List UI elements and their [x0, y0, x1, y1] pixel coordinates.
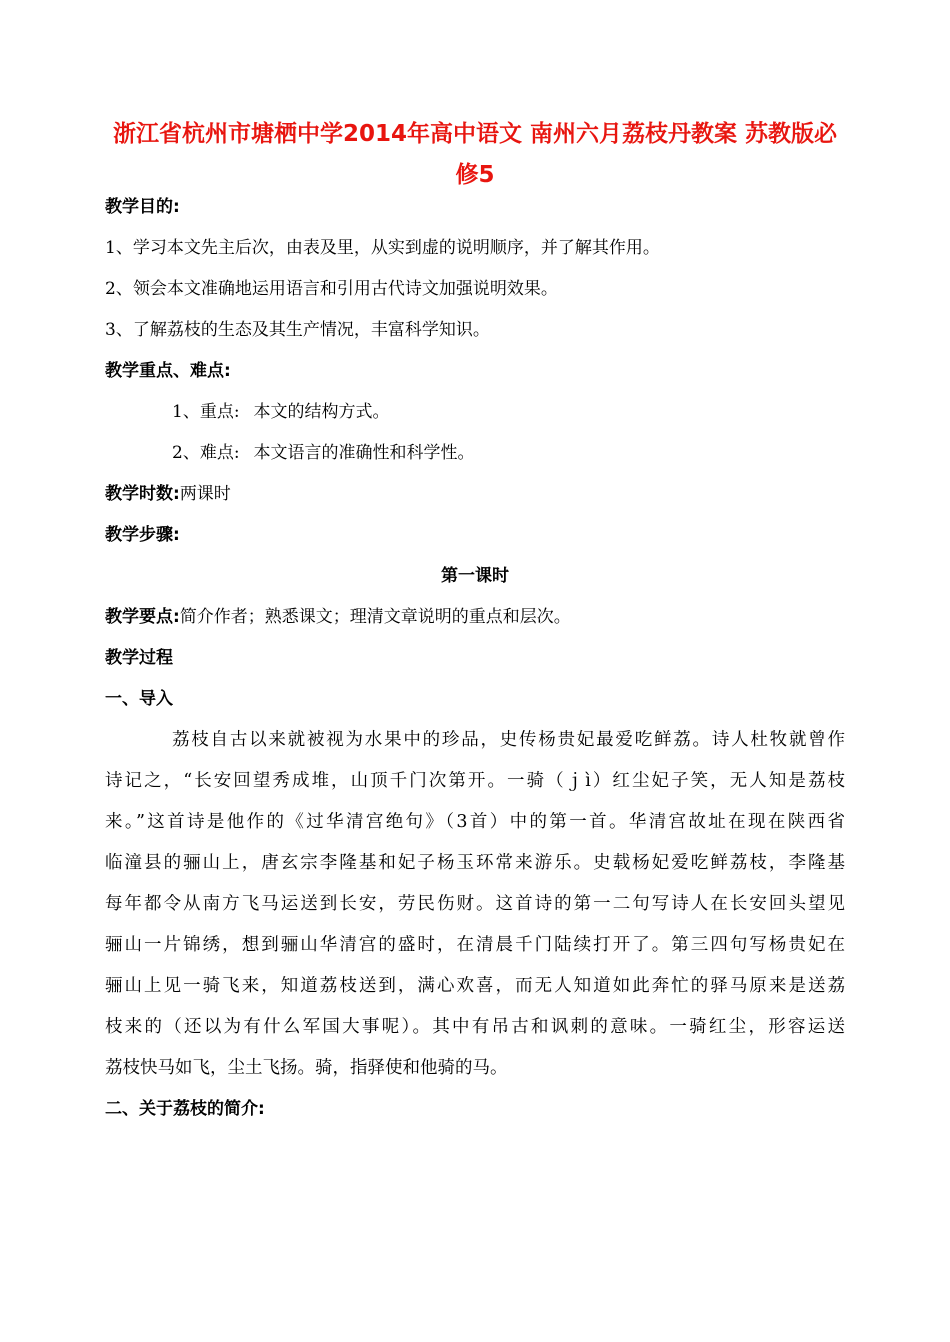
key-point-label: 1、重点: [172, 402, 240, 422]
paragraph-line: 荔枝快马如飞，尘土飞扬。骑，指驿使和他骑的马。 [105, 1058, 508, 1078]
paragraph-line: 来。”这首诗是他作的《过华清宫绝句》（3首）中的第一首。华清宫故址在现在陕西省 [105, 812, 845, 832]
paragraph-line: 临潼县的骊山上，唐玄宗李隆基和妃子杨玉环常来游乐。史载杨妃爱吃鲜荔枝，李隆基 [105, 853, 845, 873]
paragraph-line: 骊山上见一骑飞来，知道荔枝送到，满心欢喜，而无人知道如此奔忙的驿马原来是送荔 [105, 976, 845, 996]
lesson-points-value: 简介作者；熟悉课文；理清文章说明的重点和层次。 [179, 607, 571, 627]
key-points-heading: 教学重点、难点: [105, 361, 231, 381]
lesson-title: 第一课时 [441, 566, 509, 586]
process-heading: 教学过程 [105, 648, 173, 668]
difficult-point-item [172, 441, 475, 465]
lesson-points-heading: 教学要点: [105, 607, 180, 627]
paragraph-line: 荔枝自古以来就被视为水果中的珍品，史传杨贵妃最爱吃鲜荔。诗人杜牧就曾作 [172, 730, 845, 750]
key-point-item [172, 400, 390, 424]
difficult-point-label: 2、难点: [172, 443, 240, 463]
hours-row [105, 482, 231, 506]
objectives-heading: 教学目的: [105, 197, 180, 217]
paragraph-line: 骊山一片锦绣，想到骊山华清宫的盛时，在清晨千门陆续打开了。第三四句写杨贵妃在 [105, 935, 845, 955]
section1-heading: 一、导入 [105, 689, 173, 709]
paragraph-line: 每年都令从南方飞马运送到长安，劳民伤财。这首诗的第一二句写诗人在长安回头望见 [105, 894, 845, 914]
objective-item-1: 1、学习本文先主后次，由表及里，从实到虚的说明顺序，并了解其作用。 [105, 238, 660, 258]
paragraph-line: 诗记之，“长安回望秀成堆，山顶千门次第开。一骑（ｊì）红尘妃子笑，无人知是荔枝 [105, 771, 845, 791]
lesson-points-row [105, 605, 571, 629]
objective-item-3: 3、了解荔枝的生态及其生产情况，丰富科学知识。 [105, 320, 490, 340]
hours-value: 两课时 [179, 484, 231, 504]
key-point-text: 本文的结构方式。 [253, 402, 390, 422]
section2-heading: 二、关于荔枝的简介: [105, 1099, 265, 1119]
objective-item-2: 2、领会本文准确地运用语言和引用古代诗文加强说明效果。 [105, 279, 558, 299]
paragraph-line: 枝来的（还以为有什么军国大事呢）。其中有吊古和讽刺的意味。一骑红尘，形容运送 [105, 1017, 845, 1037]
document-title: 浙江省杭州市塘栖中学2014年高中语文 南州六月荔枝丹教案 苏教版必修5 [112, 121, 838, 188]
difficult-point-text: 本文语言的准确性和科学性。 [253, 443, 475, 463]
hours-heading: 教学时数: [105, 484, 180, 504]
steps-heading: 教学步骤: [105, 525, 180, 545]
